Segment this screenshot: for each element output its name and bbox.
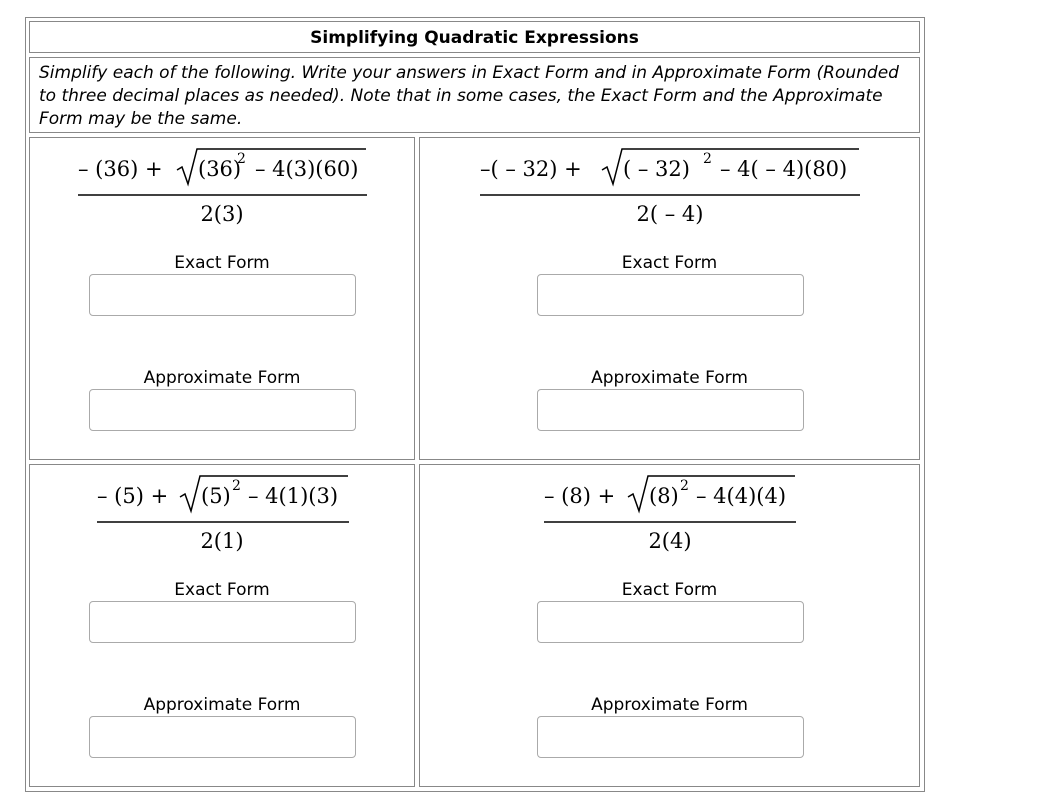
denominator: 2( – 4) bbox=[636, 202, 704, 226]
radicand-base: (36) bbox=[198, 157, 242, 181]
problem-cell-4 bbox=[419, 464, 920, 787]
problem-cell-2 bbox=[419, 137, 920, 460]
exact-form-label: Exact Form bbox=[621, 580, 718, 600]
instructions bbox=[29, 57, 920, 133]
denominator: 2(3) bbox=[200, 202, 244, 226]
problem-cell-1 bbox=[29, 137, 415, 460]
instructions-line-1: Simplify each of the following. Write your answers in Exact Form and in Approximate Form (Rounded bbox=[39, 63, 899, 83]
quadratic-expression-3 bbox=[30, 465, 414, 565]
exponent: 2 bbox=[232, 478, 241, 494]
approximate-form-label: Approximate Form bbox=[591, 695, 748, 715]
quadratic-expression-1 bbox=[30, 138, 414, 238]
numerator-lead: –( – 32) + bbox=[480, 157, 582, 181]
exact-form-label: Exact Form bbox=[174, 253, 270, 273]
radicand-rest: – 4( – 4)(80) bbox=[720, 157, 848, 181]
denominator: 2(4) bbox=[648, 529, 692, 553]
exact-form-input[interactable] bbox=[89, 601, 356, 643]
approximate-form-label: Approximate Form bbox=[143, 695, 301, 715]
radicand-base: (8) bbox=[649, 484, 679, 508]
radicand-rest: – 4(4)(4) bbox=[696, 484, 787, 508]
numerator-lead: – (5) + bbox=[97, 484, 169, 508]
radicand-base: ( – 32) bbox=[623, 157, 690, 181]
instructions-line-3: Form may be the same. bbox=[39, 109, 243, 129]
exponent: 2 bbox=[680, 478, 689, 494]
exact-form-label: Exact Form bbox=[621, 253, 718, 273]
numerator-lead: – (36) + bbox=[78, 157, 163, 181]
exponent: 2 bbox=[237, 151, 246, 167]
approximate-form-input[interactable] bbox=[537, 716, 804, 758]
exact-form-label: Exact Form bbox=[174, 580, 270, 600]
approximate-form-input[interactable] bbox=[89, 716, 356, 758]
approximate-form-input[interactable] bbox=[89, 389, 356, 431]
radicand-rest: – 4(1)(3) bbox=[248, 484, 339, 508]
numerator-lead: – (8) + bbox=[544, 484, 616, 508]
problem-cell-3 bbox=[29, 464, 415, 787]
radicand-base: (5) bbox=[201, 484, 231, 508]
approximate-form-label: Approximate Form bbox=[591, 368, 748, 388]
quadratic-expression-2 bbox=[420, 138, 919, 238]
exact-form-input[interactable] bbox=[89, 274, 356, 316]
quadratic-expression-4 bbox=[420, 465, 919, 565]
instructions-line-2: to three decimal places as needed). Note that in some cases, the Exact Form and the Approximate bbox=[39, 86, 883, 106]
exact-form-input[interactable] bbox=[537, 601, 804, 643]
page-title: Simplifying Quadratic Expressions bbox=[29, 21, 920, 53]
denominator: 2(1) bbox=[200, 529, 244, 553]
approximate-form-input[interactable] bbox=[537, 389, 804, 431]
radicand-rest: – 4(3)(60) bbox=[255, 157, 359, 181]
approximate-form-label: Approximate Form bbox=[143, 368, 301, 388]
exponent: 2 bbox=[703, 151, 712, 167]
exact-form-input[interactable] bbox=[537, 274, 804, 316]
